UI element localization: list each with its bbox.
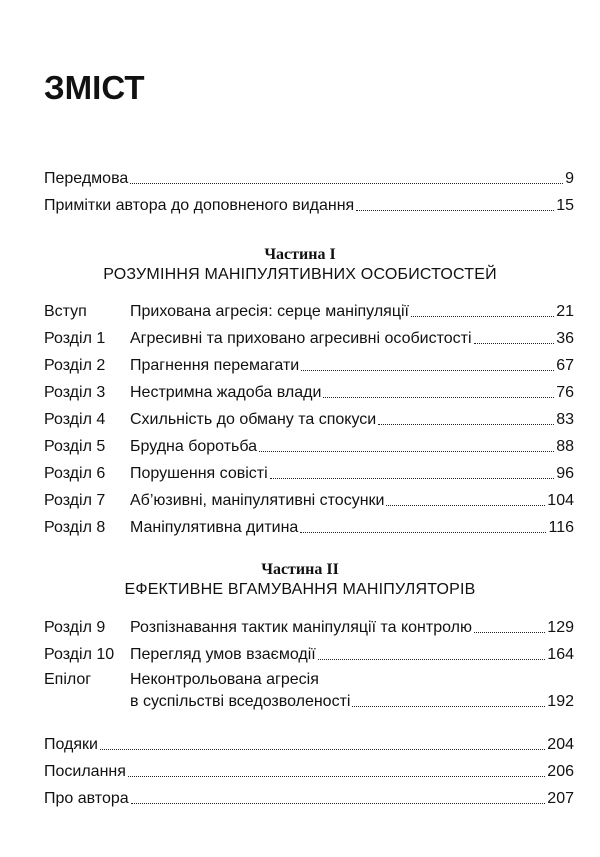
toc-entry-text: в суспільстві вседозволеності (130, 693, 351, 710)
toc-entry-foreword[interactable] (44, 167, 574, 189)
dot-leader (301, 370, 554, 371)
dot-leader (474, 343, 555, 344)
toc-entry-label: Розділ 6 (44, 465, 106, 482)
toc-entry-text: Аб’юзивні, маніпулятивні стосунки (130, 492, 385, 509)
dot-leader (318, 659, 546, 660)
toc-entry-author-notes[interactable] (44, 194, 574, 216)
part-1-heading: Частина I (264, 246, 336, 263)
toc-entry-label: Розділ 10 (44, 646, 115, 663)
dot-leader (386, 505, 545, 506)
toc-page-number: 104 (547, 492, 574, 509)
toc-entry-chapter-7[interactable] (44, 489, 574, 511)
toc-entry-text: Порушення совісті (130, 465, 268, 482)
toc-page-number: 192 (547, 693, 574, 710)
toc-page-number: 206 (547, 763, 574, 780)
toc-entry-chapter-10[interactable] (44, 643, 574, 665)
toc-entry-chapter-4[interactable] (44, 408, 574, 430)
dot-leader (100, 749, 545, 750)
page-title: ЗМІСТ (44, 69, 145, 106)
dot-leader (259, 451, 554, 452)
part-2-title: ЕФЕКТИВНЕ ВГАМУВАННЯ МАНІПУЛЯТОРІВ (124, 581, 476, 598)
dot-leader (270, 478, 555, 479)
toc-entry-text: Агресивні та приховано агресивні особистості (130, 330, 472, 347)
toc-entry-intro[interactable] (44, 300, 574, 322)
dot-leader (128, 776, 545, 777)
dot-leader (356, 210, 554, 211)
toc-entry-label: Розділ 8 (44, 519, 106, 536)
toc-entry-references[interactable] (44, 760, 574, 782)
toc-entry-text-epilogue-line1[interactable]: Неконтрольована агресія (130, 671, 319, 688)
toc-entry-text: Схильність до обману та спокуси (130, 411, 377, 428)
toc-entry-text: Посилання (44, 763, 126, 780)
toc-entry-label: Розділ 9 (44, 619, 106, 636)
toc-entry-acknowledgements[interactable] (44, 733, 574, 755)
toc-page-number: 15 (556, 197, 574, 214)
toc-page-number: 76 (556, 384, 574, 401)
toc-entry-chapter-1[interactable] (44, 327, 574, 349)
toc-entry-label: Розділ 7 (44, 492, 106, 509)
toc-entry-epilogue[interactable] (44, 690, 574, 712)
toc-entry-text: Брудна боротьба (130, 438, 258, 455)
part-1-title: РОЗУМІННЯ МАНІПУЛЯТИВНИХ ОСОБИСТОСТЕЙ (103, 266, 497, 283)
toc-entry-about-author[interactable] (44, 787, 574, 809)
toc-entry-chapter-8[interactable] (44, 516, 574, 538)
toc-entry-label-epilogue: Епілог (44, 671, 92, 688)
toc-entry-label: Розділ 3 (44, 384, 106, 401)
toc-entry-label: Розділ 4 (44, 411, 106, 428)
toc-page-number: 96 (556, 465, 574, 482)
toc-entry-text: Прихована агресія: серце маніпуляції (130, 303, 409, 320)
dot-leader (130, 183, 563, 184)
toc-page-number: 129 (547, 619, 574, 636)
toc-page-number: 88 (556, 438, 574, 455)
toc-entry-text: Подяки (44, 736, 98, 753)
toc-page-number: 67 (556, 357, 574, 374)
toc-page-number: 116 (548, 519, 574, 536)
toc-entry-text: Прагнення перемагати (130, 357, 300, 374)
toc-entry-text: Передмова (44, 170, 129, 187)
toc-page-number: 36 (556, 330, 574, 347)
dot-leader (411, 316, 554, 317)
toc-entry-chapter-5[interactable] (44, 435, 574, 457)
toc-entry-text: Маніпулятивна дитина (130, 519, 299, 536)
toc-page-number: 164 (547, 646, 574, 663)
toc-entry-chapter-6[interactable] (44, 462, 574, 484)
toc-entry-label: Розділ 5 (44, 438, 106, 455)
toc-page-number: 204 (547, 736, 574, 753)
toc-entry-chapter-3[interactable] (44, 381, 574, 403)
dot-leader (131, 803, 546, 804)
toc-entry-label: Розділ 2 (44, 357, 106, 374)
dot-leader (323, 397, 554, 398)
toc-page-number: 207 (547, 790, 574, 807)
toc-entry-label: Розділ 1 (44, 330, 106, 347)
dot-leader (300, 532, 546, 533)
dot-leader (474, 632, 545, 633)
toc-entry-label: Вступ (44, 303, 87, 320)
toc-entry-chapter-2[interactable] (44, 354, 574, 376)
toc-entry-text: Нестримна жадоба влади (130, 384, 322, 401)
toc-entry-chapter-9[interactable] (44, 616, 574, 638)
toc-page-number: 9 (565, 170, 574, 187)
part-2-heading: Частина II (261, 561, 339, 578)
toc-entry-text: Розпізнавання тактик маніпуляції та контролю (130, 619, 472, 636)
toc-page-number: 83 (556, 411, 574, 428)
dot-leader (352, 706, 545, 707)
toc-entry-text: Примітки автора до доповненого видання (44, 197, 355, 214)
toc-entry-text: Про автора (44, 790, 129, 807)
toc-page-number: 21 (556, 303, 574, 320)
toc-entry-text: Перегляд умов взаємодії (130, 646, 316, 663)
dot-leader (378, 424, 554, 425)
